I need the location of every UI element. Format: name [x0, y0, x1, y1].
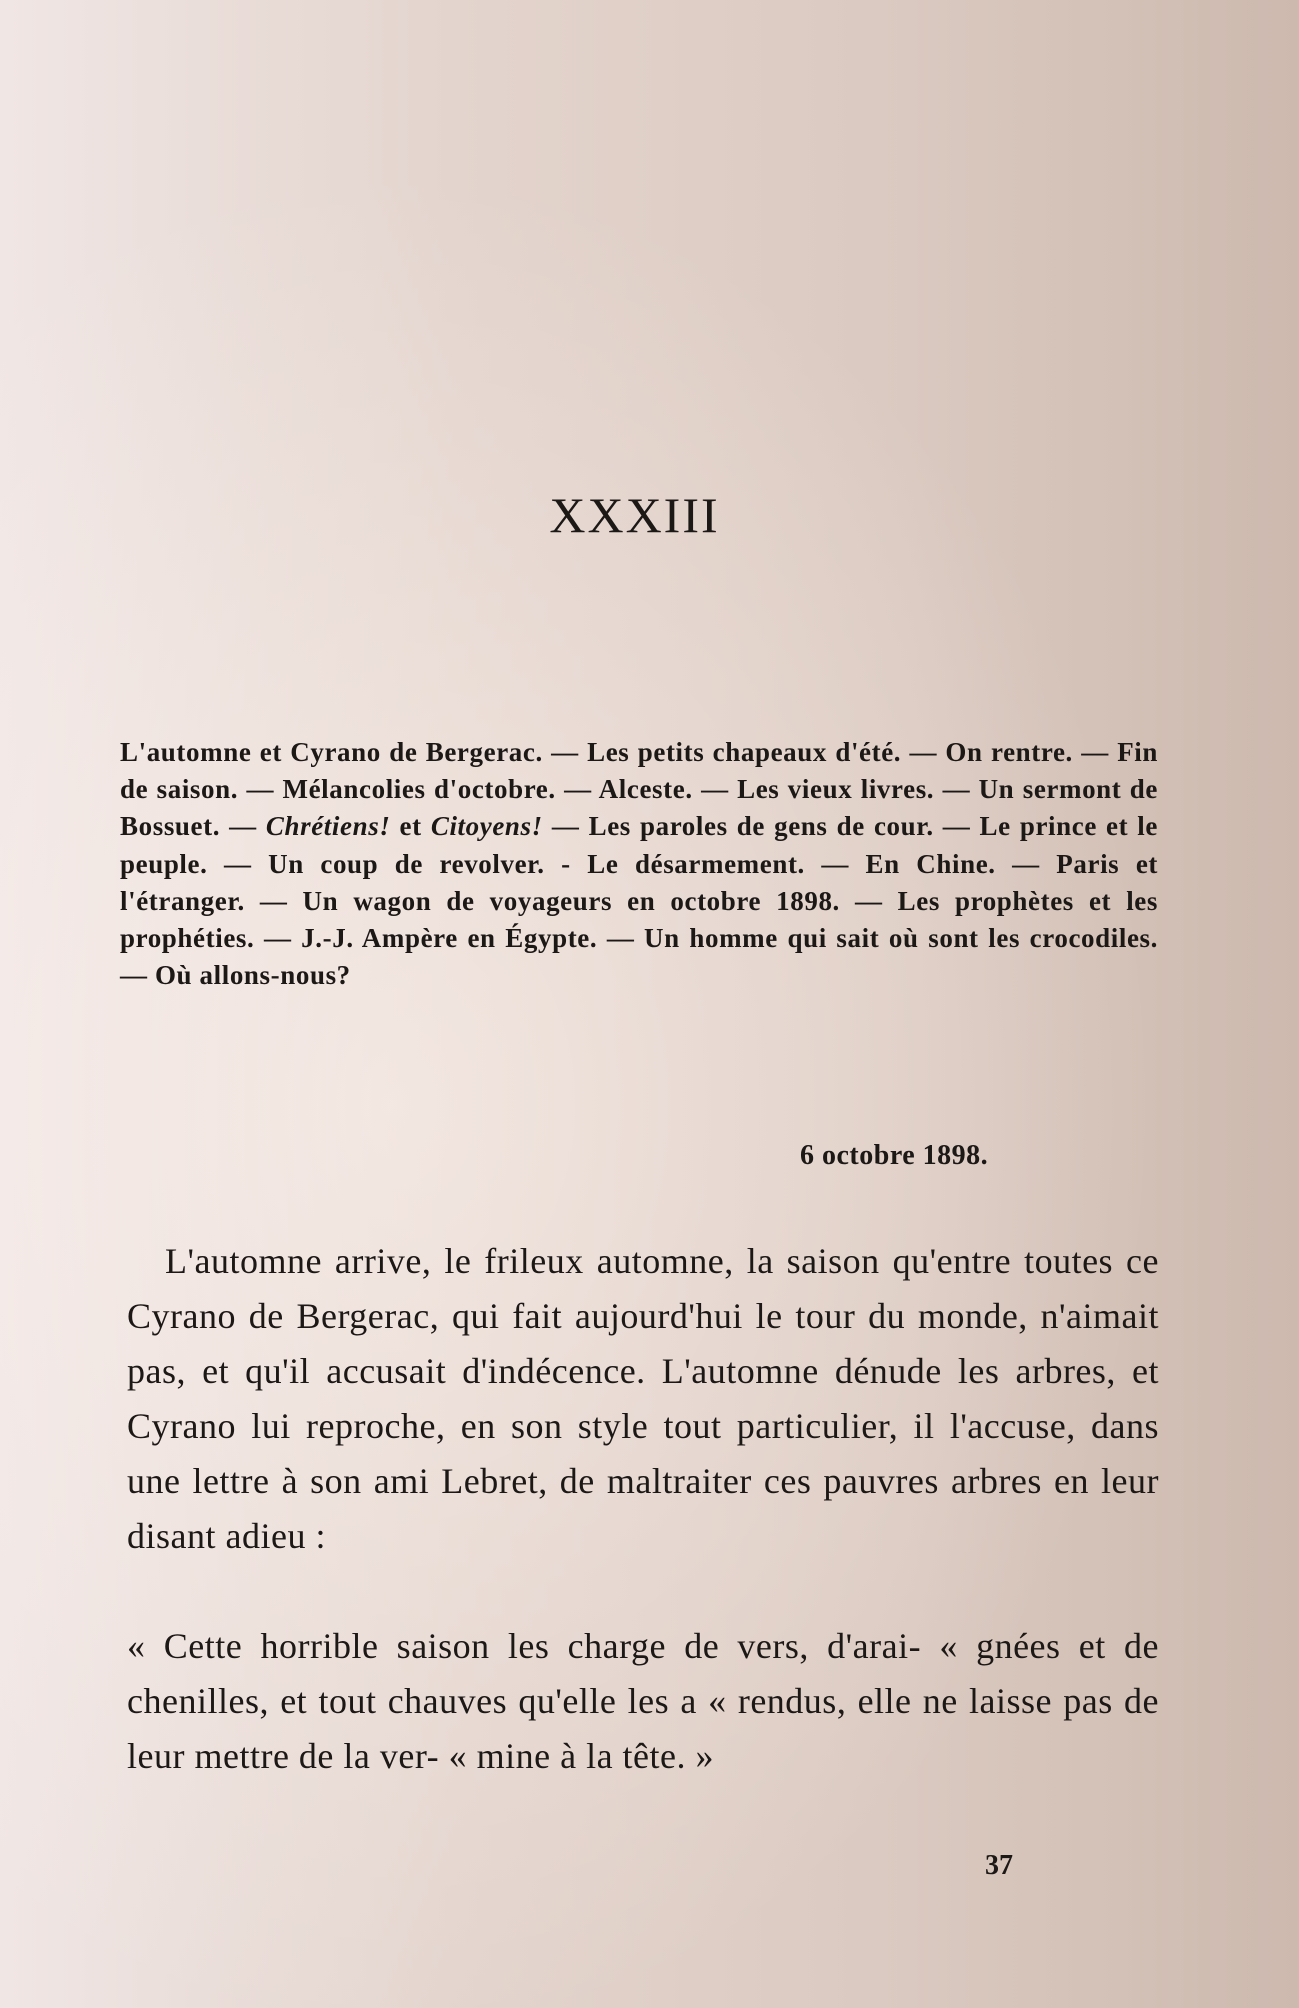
body-paragraph: L'automne arrive, le frileux automne, la saison qu'entre toutes ce Cyrano de Bergerac, qui fait aujourd'hui le tour du monde, n'aimait pas, et qu'il accusait d'indécence. L'automne dénude les arbres, et Cyrano lui reproche, en son style tout particulier, il l'accuse, dans une lettre à son ami Lebret, de maltraiter ces pauvres arbres en leur disant adieu :	[127, 1241, 1159, 1556]
summary-conjunction: et	[390, 811, 431, 842]
chapter-heading: XXXIII	[549, 487, 720, 543]
summary-italic-chretiens: Chrétiens!	[265, 811, 391, 842]
summary-italic-citoyens: Citoyens!	[430, 811, 543, 842]
chapter-summary	[120, 734, 1158, 994]
page-number: 37	[985, 1850, 1013, 1881]
summary-text-end: — Les paroles de gens de cour. — Le prince et le peuple. — Un coup de revolver. - Le désarmement. — En Chine. — Paris et l'étranger. — Un wagon de voyageurs en octobre 1898. — Les prophètes et les prophéties. — J.-J. Ampère en Égypte. — Un homme qui sait où sont les crocodiles. — Où allons-nous?	[120, 811, 1158, 991]
entry-date: 6 octobre 1898.	[800, 1140, 989, 1171]
quoted-paragraph: « Cette horrible saison les charge de vers, d'arai- « gnées et de chenilles, et tout chauves qu'elle les a « rendus, elle ne laisse pas de leur mettre de la ver- « mine à la tête. »	[127, 1626, 1159, 1776]
summary-text-start: L'automne et Cyrano de Bergerac. — Les petits chapeaux d'été. — On rentre. — Fin de saison. — Mélancolies d'octobre. — Alceste. — Les vieux livres. — Un sermont de Bossuet. —	[120, 737, 1158, 842]
